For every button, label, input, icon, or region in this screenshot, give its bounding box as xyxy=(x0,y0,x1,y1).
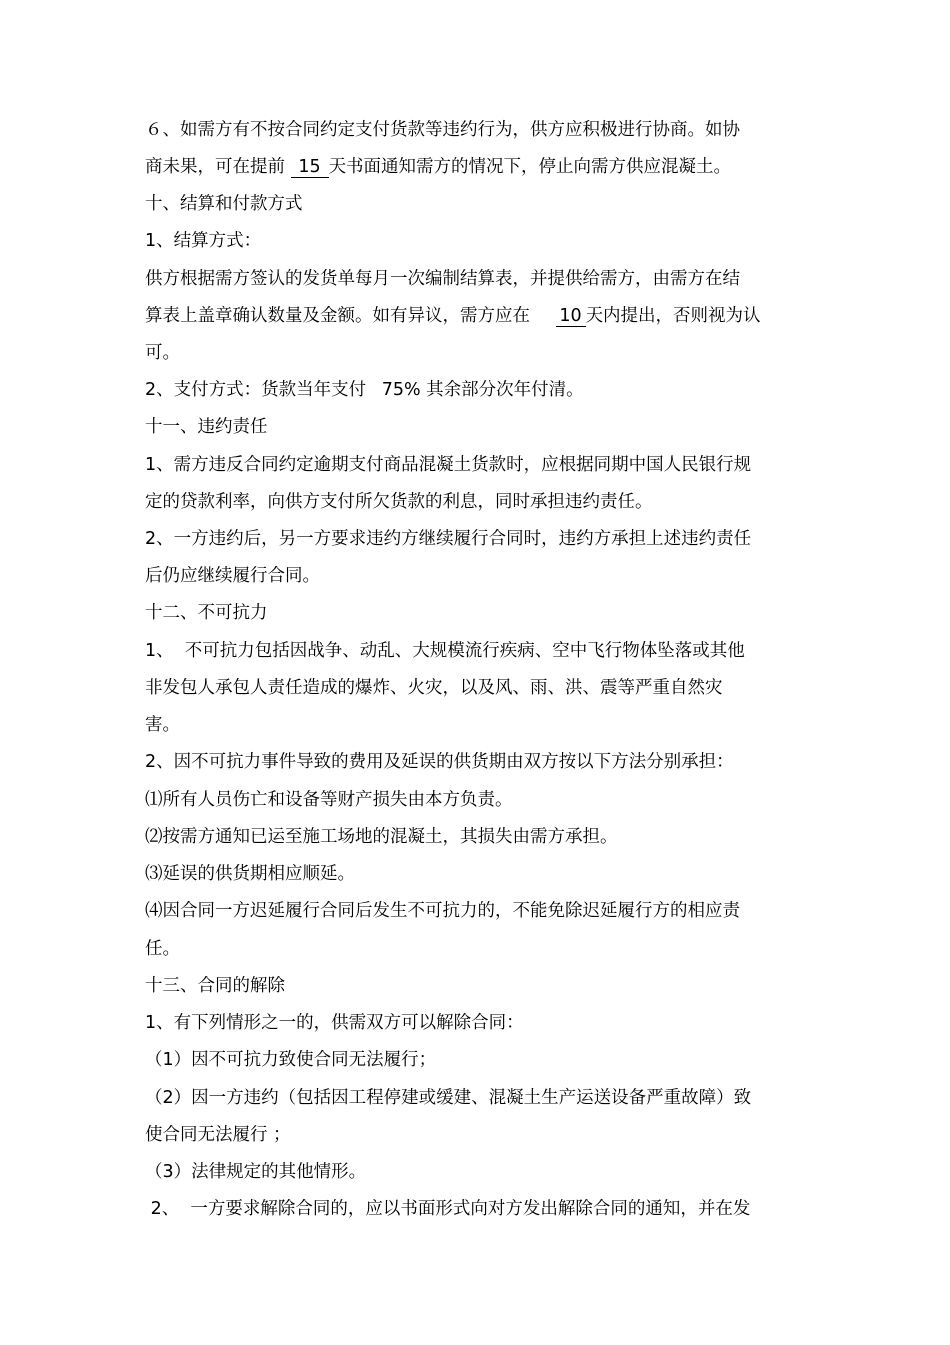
text-span: 天书面通知需方的情况下，停止向需方供应混凝土。 xyxy=(328,157,732,177)
text-line: ⑴所有人员伤亡和设备等财产损失由本方负责。 xyxy=(145,790,513,810)
text-line: 1、结算方式： xyxy=(145,231,262,251)
text-line: 非发包人承包人责任造成的爆炸、火灾，以及风、雨、洪、震等严重自然灾 xyxy=(145,678,723,698)
text-line: （2）因一方违约（包括因工程停建或缓建、混凝土生产运送设备严重故障）致 xyxy=(145,1088,752,1108)
text-span: 其余部分次年付清。 xyxy=(420,380,584,400)
text-line xyxy=(145,155,731,179)
payment-percent: 75% xyxy=(381,380,421,400)
text-line: 1、需方违反合同约定逾期支付商品混凝土货款时，应根据同期中国人民银行规 xyxy=(145,455,752,475)
text-line: （3）法律规定的其他情形。 xyxy=(145,1162,367,1182)
text-line: ⑵按需方通知已运至施工场地的混凝土，其损失由需方承担。 xyxy=(145,827,618,847)
text-line: 害。 xyxy=(145,715,180,735)
text-line: ⑶延误的供货期相应顺延。 xyxy=(145,864,355,884)
text-span: 算表上盖章确认数量及金额。如有异议，需方应在 xyxy=(145,306,536,326)
text-line: 2、 一方要求解除合同的，应以书面形式向对方发出解除合同的通知，并在发 xyxy=(145,1199,751,1219)
section-heading: 十、结算和付款方式 xyxy=(145,194,303,214)
text-line: 1、 不可抗力包括因战争、动乱、大规模流行疾病、空中飞行物体坠落或其他 xyxy=(145,641,745,661)
text-line: 定的贷款利率，向供方支付所欠货款的利息，同时承担违约责任。 xyxy=(145,492,653,512)
section-heading: 十一、违约责任 xyxy=(145,417,268,437)
text-line: 1、有下列情形之一的，供需双方可以解除合同： xyxy=(145,1013,524,1033)
text-span: 2、支付方式：货款当年支付 xyxy=(145,380,372,400)
text-line: 使合同无法履行 ； xyxy=(145,1125,291,1145)
text-line: （1）因不可抗力致使合同无法履行； xyxy=(145,1050,437,1070)
text-span: 天内提出，否则视为认 xyxy=(585,306,761,326)
text-line: 可。 xyxy=(145,343,180,363)
text-line: ６、如需方有不按合同约定支付货款等违约行为，供方应积极进行协商。如协 xyxy=(145,120,740,140)
section-heading: 十三、合同的解除 xyxy=(145,976,285,996)
text-span: 商未果，可在提前 xyxy=(145,157,291,177)
filled-blank: 10 xyxy=(556,306,586,327)
text-line: 2、因不可抗力事件导致的费用及延误的供货期由双方按以下方法分别承担： xyxy=(145,752,734,772)
text-line: ⑷因合同一方迟延履行合同后发生不可抗力的，不能免除迟延履行方的相应责 xyxy=(145,901,740,921)
text-line: 供方根据需方签认的发货单每月一次编制结算表，并提供给需方，由需方在结 xyxy=(145,269,740,289)
text-line xyxy=(145,304,761,328)
filled-blank: 15 xyxy=(291,157,329,178)
section-heading: 十二、不可抗力 xyxy=(145,603,268,623)
text-line: 任。 xyxy=(145,939,180,959)
text-line: 2、一方违约后，另一方要求违约方继续履行合同时，违约方承担上述违约责任 xyxy=(145,529,752,549)
text-line: 后仍应继续履行合同。 xyxy=(145,566,320,586)
text-line xyxy=(145,378,584,402)
